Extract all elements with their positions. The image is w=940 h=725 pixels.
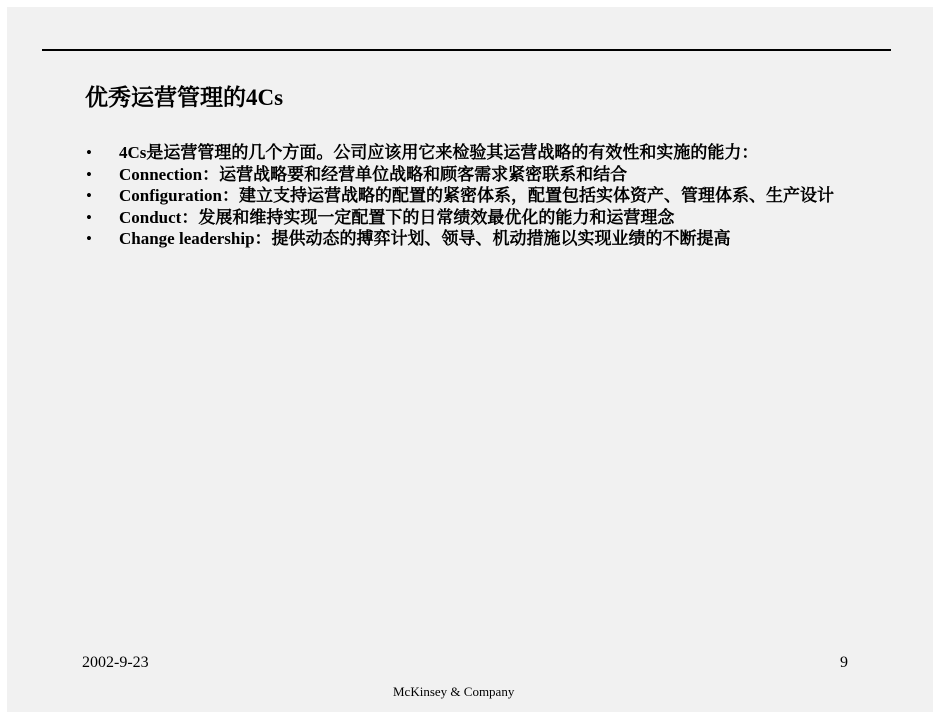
- page-number: 9: [840, 654, 848, 671]
- header-rule: [42, 49, 891, 51]
- bullet-text: Conduct：发展和维持实现一定配置下的日常绩效最优化的能力和运营理念: [119, 207, 675, 227]
- bullet-marker: •: [86, 229, 92, 248]
- footer-date: 2002-9-23: [82, 654, 149, 671]
- bullet-item: [82, 228, 852, 250]
- bullet-marker: •: [86, 186, 92, 205]
- company-name: McKinsey & Company: [393, 684, 515, 699]
- bullet-item: [82, 185, 852, 207]
- bullet-marker: •: [86, 207, 92, 227]
- slide: [7, 7, 933, 712]
- bullet-item: [82, 207, 852, 229]
- bullet-text: Change leadership：提供动态的搏弈计划、领导、机动措施以实现业绩的不断提高: [119, 229, 731, 248]
- bullet-list: [82, 142, 852, 250]
- bullet-item: [82, 164, 852, 186]
- bullet-text: Configuration：建立支持运营战略的配置的紧密体系，配置包括实体资产、管理体系、生产设计: [119, 186, 834, 205]
- bullet-text: Connection：运营战略要和经营单位战略和顾客需求紧密联系和结合: [119, 164, 628, 184]
- bullet-text: 4Cs是运营管理的几个方面。公司应该用它来检验其运营战略的有效性和实施的能力：: [119, 143, 759, 162]
- bullet-marker: •: [86, 143, 92, 162]
- bullet-item: [82, 142, 852, 164]
- bullet-marker: •: [86, 164, 92, 184]
- slide-title: 优秀运营管理的4Cs: [85, 85, 284, 110]
